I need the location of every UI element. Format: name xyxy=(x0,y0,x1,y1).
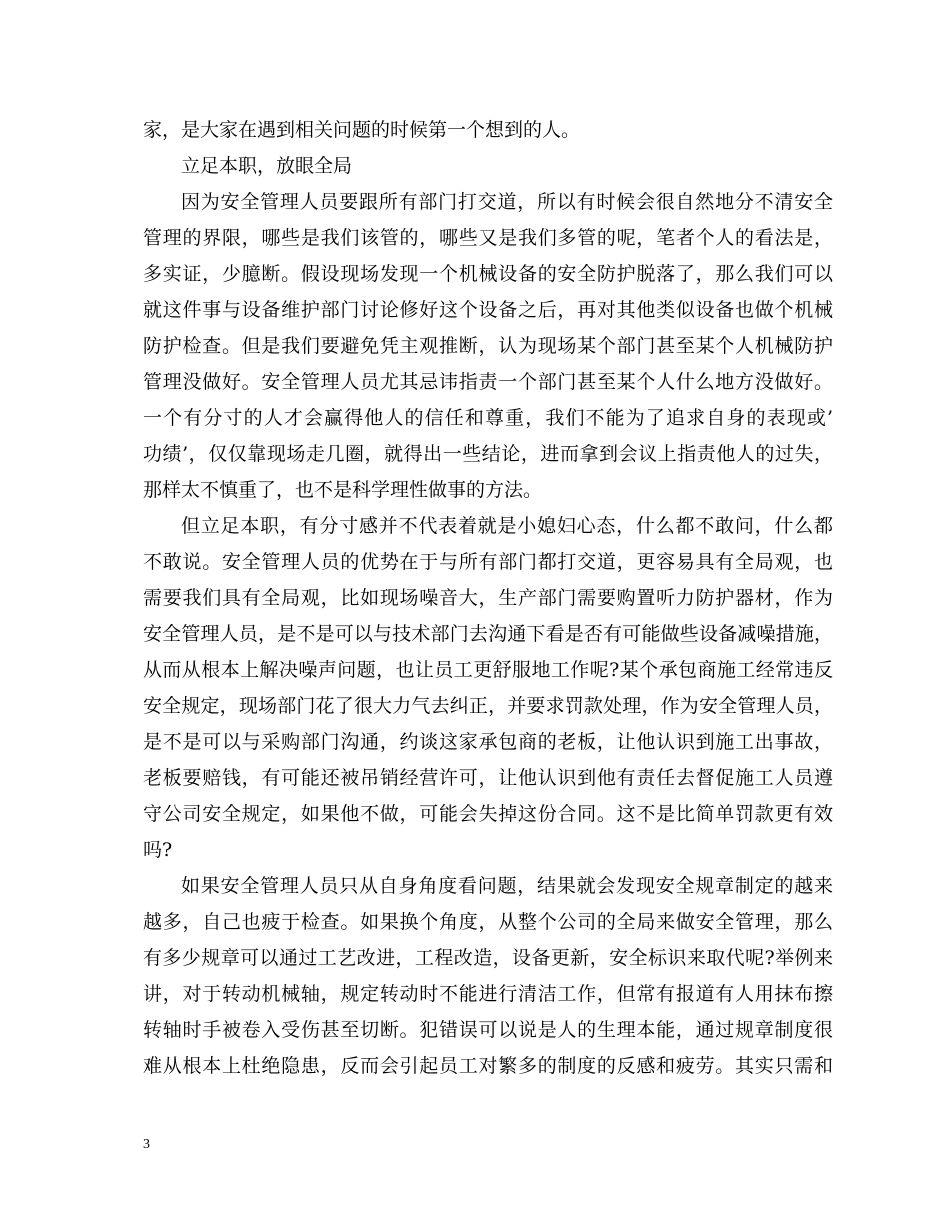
text-line: 不敢说。安全管理人员的优势在于与所有部门都打交道，更容易具有全局观，也 xyxy=(143,551,833,573)
text-line: 越多，自己也疲于检查。如果换个角度，从整个公司的全局来做安全管理，那么 xyxy=(143,911,833,933)
text-line: 守公司安全规定，如果他不做，可能会失掉这份合同。这不是比简单罚款更有效 xyxy=(143,803,833,825)
text-line: 老板要赔钱，有可能还被吊销经营许可，让他认识到他有责任去督促施工人员遵 xyxy=(143,767,833,789)
text-line: 多实证，少臆断。假设现场发现一个机械设备的安全防护脱落了，那么我们可以 xyxy=(143,263,833,285)
text-line: 吗? xyxy=(143,839,173,861)
text-line: 立足本职，放眼全局 xyxy=(181,155,353,177)
text-line: 转轴时手被卷入受伤甚至切断。犯错误可以说是人的生理本能，通过规章制度很 xyxy=(143,1019,833,1041)
text-line: 难从根本上杜绝隐患，反而会引起员工对繁多的制度的反感和疲劳。其实只需和 xyxy=(143,1055,833,1077)
text-line: 讲，对于转动机械轴，规定转动时不能进行清洁工作，但常有报道有人用抹布擦 xyxy=(143,983,833,1005)
text-line: 管理没做好。安全管理人员尤其忌讳指责一个部门甚至某个人什么地方没做好。 xyxy=(143,371,833,393)
text-line: 需要我们具有全局观，比如现场噪音大，生产部门需要购置听力防护器材，作为 xyxy=(143,587,833,609)
text-line: 有多少规章可以通过工艺改进，工程改造，设备更新，安全标识来取代呢?举例来 xyxy=(143,947,833,969)
text-line: 但立足本职，有分寸感并不代表着就是小媳妇心态，什么都不敢问，什么都 xyxy=(181,515,833,537)
text-line: 家，是大家在遇到相关问题的时候第一个想到的人。 xyxy=(143,119,581,141)
text-line: 就这件事与设备维护部门讨论修好这个设备之后，再对其他类似设备也做个机械 xyxy=(143,299,833,321)
text-line: 管理的界限，哪些是我们该管的，哪些又是我们多管的呢，笔者个人的看法是， xyxy=(143,227,833,249)
text-line: 功绩’，仅仅靠现场走几圈，就得出一些结论，进而拿到会议上指责他人的过失， xyxy=(143,443,833,465)
text-line: 是不是可以与采购部门沟通，约谈这家承包商的老板，让他认识到施工出事故， xyxy=(143,731,833,753)
text-line: 那样太不慎重了，也不是科学理性做事的方法。 xyxy=(143,479,543,501)
text-line: 因为安全管理人员要跟所有部门打交道，所以有时候会很自然地分不清安全 xyxy=(181,191,833,213)
text-line: 安全规定，现场部门花了很大力气去纠正，并要求罚款处理，作为安全管理人员， xyxy=(143,695,833,717)
text-line: 一个有分寸的人才会赢得他人的信任和尊重，我们不能为了追求自身的表现或’ xyxy=(143,407,833,429)
text-line: 防护检查。但是我们要避免凭主观推断，认为现场某个部门甚至某个人机械防护 xyxy=(143,335,833,357)
text-line: 从而从根本上解决噪声问题，也让员工更舒服地工作呢?某个承包商施工经常违反 xyxy=(143,659,833,681)
body-text xyxy=(143,112,833,1084)
page-number: 3 xyxy=(143,1137,150,1152)
text-line: 如果安全管理人员只从自身角度看问题，结果就会发现安全规章制定的越来 xyxy=(181,875,833,897)
text-line: 安全管理人员，是不是可以与技术部门去沟通下看是否有可能做些设备减噪措施， xyxy=(143,623,833,645)
